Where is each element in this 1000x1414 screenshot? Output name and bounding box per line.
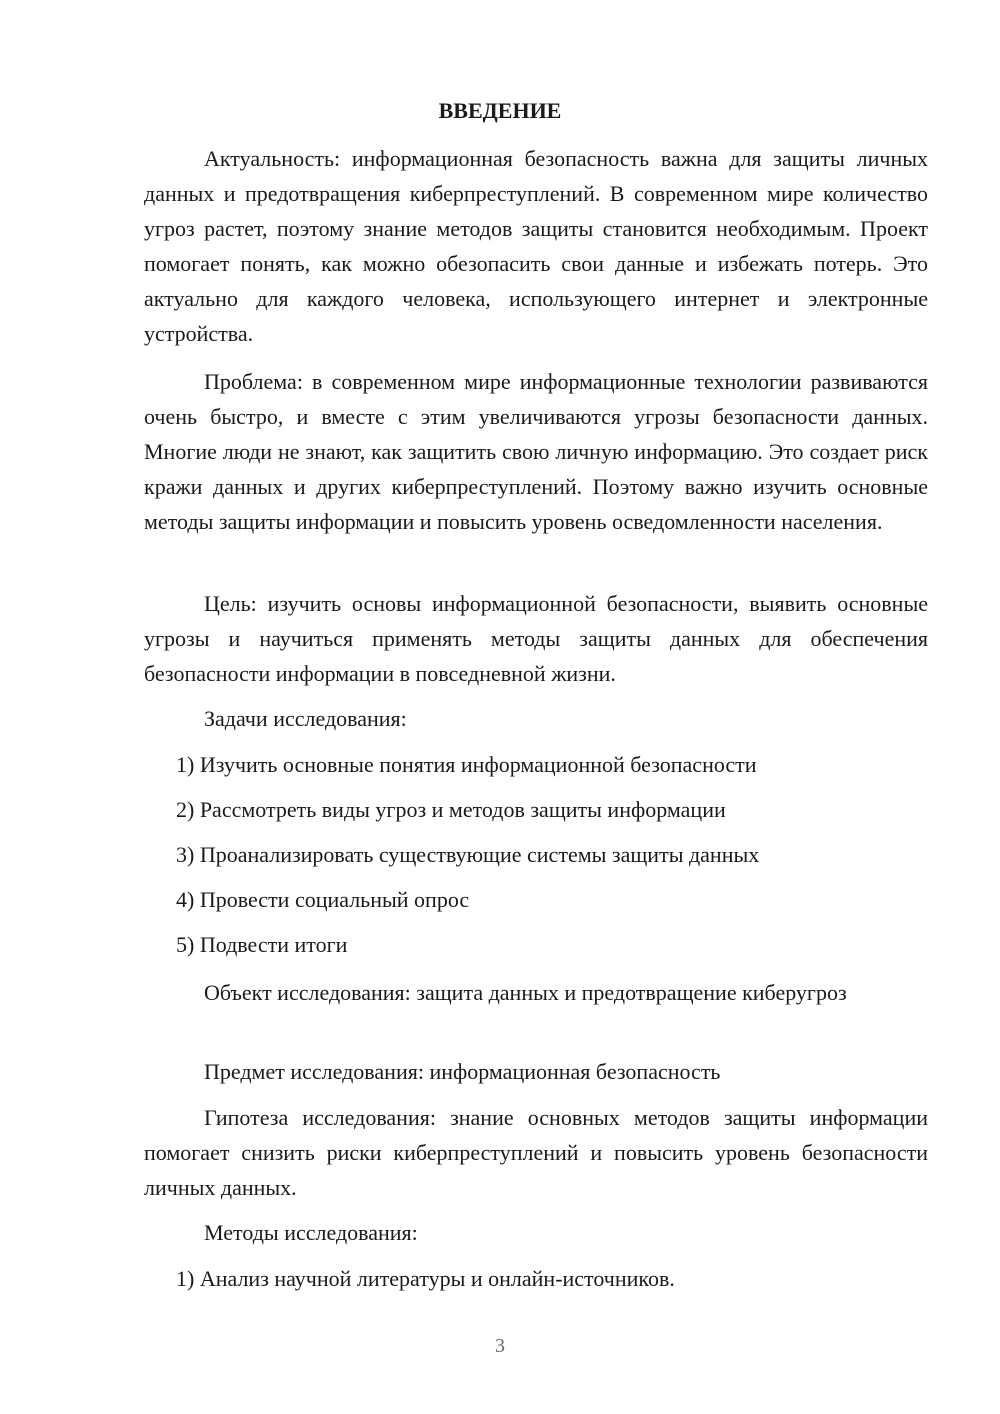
task-item-2: 2) Рассмотреть виды угроз и методов защиты информации bbox=[176, 797, 726, 822]
page-title-text: ВВЕДЕНИЕ bbox=[438, 98, 562, 123]
method-item-1: 1) Анализ научной литературы и онлайн-источников. bbox=[176, 1266, 675, 1291]
tasks-heading: Задачи исследования: bbox=[204, 706, 407, 731]
paragraph-relevance: Актуальность: информационная безопасность важна для защиты личных данных и предотвращения киберпреступлений. В современном мире количество угроз растет, поэтому знание методов защиты становится необходимым. Проект помогает понять, как можно обезопасить свои данные и избежать потерь. Это актуально для каждого человека, использующего интернет и электронные устройства. bbox=[144, 146, 928, 346]
page-title bbox=[0, 96, 1000, 126]
paragraph-problem: Проблема: в современном мире информационные технологии развиваются очень быстро, и вместе с этим увеличиваются угрозы безопасности данных. Многие люди не знают, как защитить свою личную информацию. Это создает риск кражи данных и других киберпреступлений. Поэтому важно изучить основные методы защиты информации и повысить уровень осведомленности населения. bbox=[144, 369, 928, 534]
methods-heading: Методы исследования: bbox=[204, 1220, 418, 1245]
paragraph-object: Объект исследования: защита данных и предотвращение киберугроз bbox=[204, 980, 847, 1005]
page-number-text: 3 bbox=[495, 1335, 505, 1357]
paragraph-goal: Цель: изучить основы информационной безопасности, выявить основные угрозы и научиться применять методы защиты данных для обеспечения безопасности информации в повседневной жизни. bbox=[144, 591, 928, 686]
subject-line: Предмет исследования: информационная безопасность bbox=[204, 1059, 721, 1084]
task-item-3: 3) Проанализировать существующие системы защиты данных bbox=[176, 842, 760, 867]
task-item-5: 5) Подвести итоги bbox=[176, 932, 348, 957]
paragraph-hypothesis: Гипотеза исследования: знание основных методов защиты информации помогает снизить риски киберпреступлений и повысить уровень безопасности личных данных. bbox=[144, 1105, 928, 1200]
task-item-1: 1) Изучить основные понятия информационной безопасности bbox=[176, 752, 757, 777]
task-item-4: 4) Провести социальный опрос bbox=[176, 887, 470, 912]
page-number bbox=[0, 1332, 1000, 1360]
